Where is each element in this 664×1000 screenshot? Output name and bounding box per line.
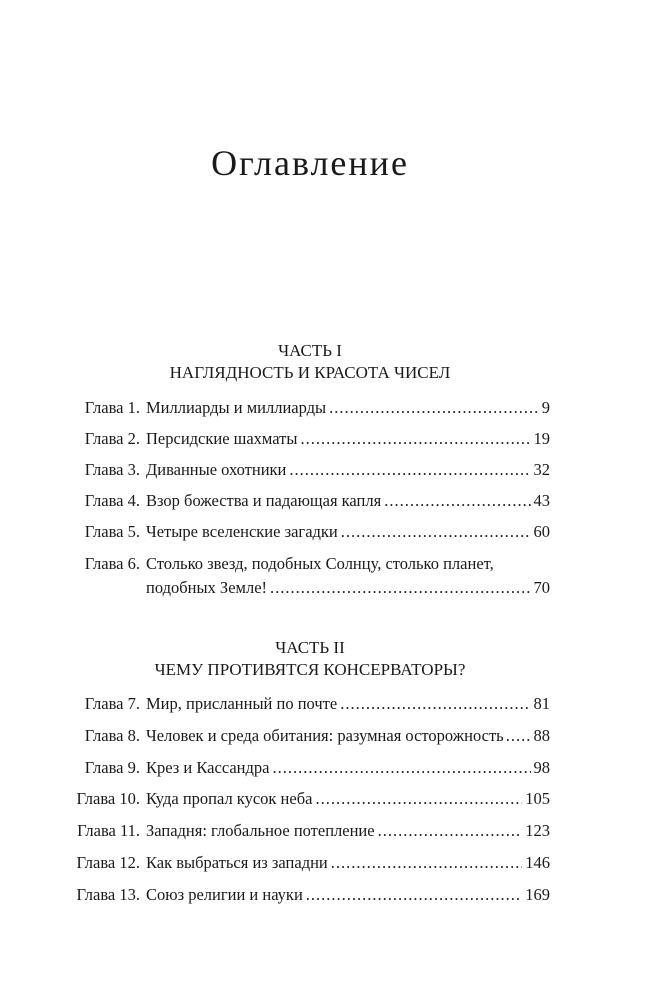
toc-entry[interactable] (0, 884, 664, 906)
chapter-label: Глава 7. (84, 694, 140, 713)
toc-entry[interactable] (0, 553, 664, 599)
page-number: 88 (533, 726, 550, 745)
part-title: НАГЛЯДНОСТЬ И КРАСОТА ЧИСЕЛ (169, 363, 451, 382)
toc-line (146, 788, 550, 810)
toc-line (146, 852, 550, 874)
dot-leader (329, 397, 539, 419)
chapter-label: Глава 6. (84, 554, 140, 573)
page-number: 98 (533, 758, 550, 777)
dot-leader (270, 577, 530, 599)
chapter-label: Глава 12. (76, 853, 140, 872)
chapter-title: Западня: глобальное потепление (146, 821, 375, 840)
page-number: 81 (533, 694, 550, 713)
dot-leader (384, 490, 530, 512)
toc-entry[interactable] (0, 521, 664, 543)
chapter-title-line1: Столько звезд, подобных Солнцу, столько планет, (146, 554, 494, 573)
toc-entry[interactable] (0, 459, 664, 481)
chapter-title: Диванные охотники (146, 460, 287, 479)
toc-entry[interactable] (0, 852, 664, 874)
dot-leader (272, 757, 530, 779)
dot-leader (340, 693, 530, 715)
chapter-title: подобных Земле! (146, 578, 268, 597)
chapter-title: Взор божества и падающая капля (146, 491, 382, 510)
dot-leader (506, 725, 532, 747)
toc-line (146, 428, 550, 450)
chapter-title: Мир, присланный по почте (146, 694, 338, 713)
chapter-label: Глава 2. (84, 429, 140, 448)
chapter-title: Крез и Кассандра (146, 758, 270, 777)
chapter-label: Глава 11. (77, 821, 140, 840)
chapter-label: Глава 4. (84, 491, 140, 510)
page-number: 169 (525, 885, 550, 904)
part-title: ЧЕМУ ПРОТИВЯТСЯ КОНСЕРВАТОРЫ? (154, 660, 466, 679)
toc-line (146, 459, 550, 481)
chapter-title: Четыре вселенские загадки (146, 522, 338, 541)
chapter-label: Глава 8. (84, 726, 140, 745)
part-number: ЧАСТЬ II (275, 638, 345, 657)
toc-line (146, 820, 550, 842)
dot-leader (306, 884, 522, 906)
chapter-label: Глава 3. (84, 460, 140, 479)
dot-leader (378, 820, 523, 842)
part-number: ЧАСТЬ I (278, 341, 342, 360)
toc-line (146, 577, 550, 599)
page-number: 70 (533, 578, 550, 597)
toc-entry[interactable] (0, 788, 664, 810)
toc-line (146, 521, 550, 543)
page-number: 9 (541, 398, 550, 417)
page-number: 123 (525, 821, 550, 840)
toc-entry[interactable] (0, 397, 664, 419)
chapter-title: Как выбраться из западни (146, 853, 328, 872)
dot-leader (315, 788, 522, 810)
part-heading (0, 340, 620, 384)
chapter-label: Глава 9. (84, 758, 140, 777)
chapter-title: Миллиарды и миллиарды (146, 398, 327, 417)
dot-leader (300, 428, 530, 450)
toc-line (146, 693, 550, 715)
chapter-label: Глава 1. (84, 398, 140, 417)
chapter-title: Человек и среда обитания: разумная осторожность (146, 726, 504, 745)
page-number: 60 (533, 522, 550, 541)
page-number: 105 (525, 789, 550, 808)
toc-line (146, 725, 550, 747)
part-heading (0, 637, 620, 681)
toc-line (146, 490, 550, 512)
page-number: 146 (525, 853, 550, 872)
chapter-label: Глава 13. (76, 885, 140, 904)
toc-line (146, 884, 550, 906)
toc-line (146, 757, 550, 779)
dot-leader (331, 852, 523, 874)
dot-leader (289, 459, 530, 481)
chapter-label: Глава 10. (76, 789, 140, 808)
toc-line (146, 397, 550, 419)
toc-entry[interactable] (0, 820, 664, 842)
chapter-title: Куда пропал кусок неба (146, 789, 313, 808)
toc-entry[interactable] (0, 757, 664, 779)
chapter-title: Персидские шахматы (146, 429, 298, 448)
toc-entry[interactable] (0, 693, 664, 715)
chapter-title: Союз религии и науки (146, 885, 303, 904)
toc-entry[interactable] (0, 725, 664, 747)
page-number: 43 (533, 491, 550, 510)
chapter-label: Глава 5. (84, 522, 140, 541)
toc-entry[interactable] (0, 428, 664, 450)
page-title: Оглавление (211, 143, 409, 184)
page-number: 19 (533, 429, 550, 448)
toc-entry[interactable] (0, 490, 664, 512)
page-number: 32 (533, 460, 550, 479)
dot-leader (341, 521, 531, 543)
